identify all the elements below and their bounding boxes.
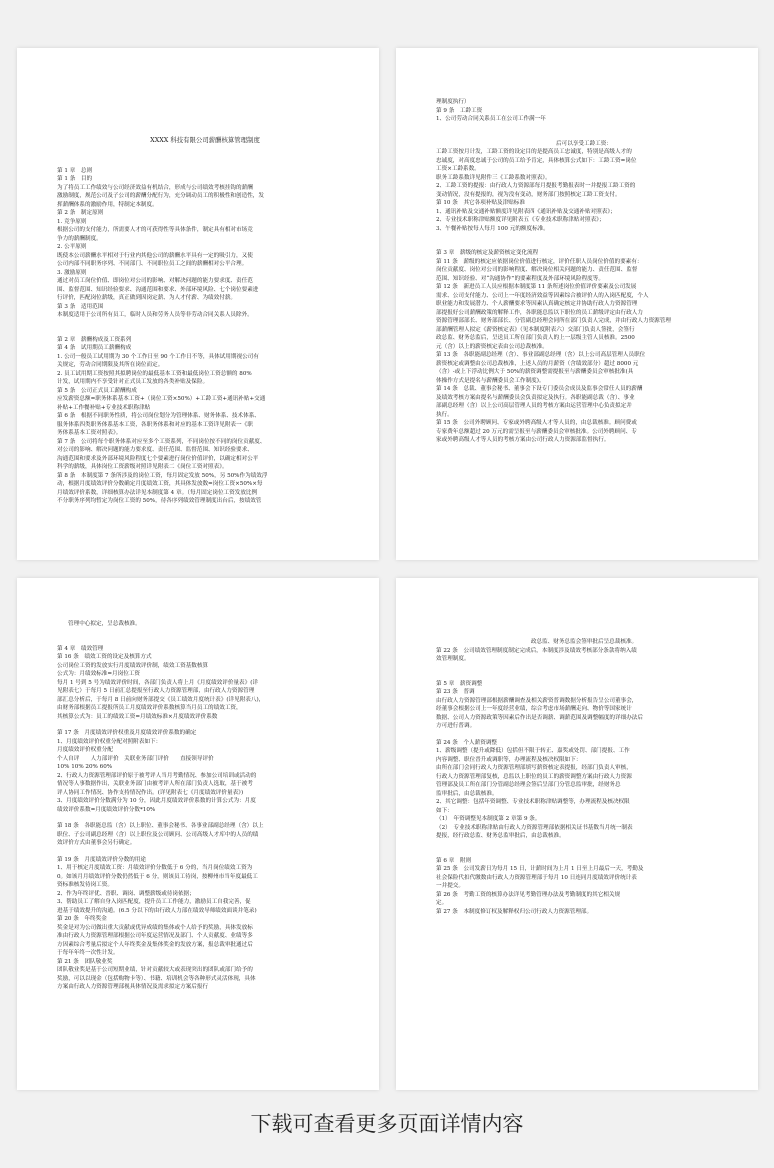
text-line: 个人自评 人力部评价 关联业务部门评价 直接领导评价	[57, 755, 214, 762]
text-line: 1、用于核定月度绩效工资：月绩效评价分数低于 6 分的，当月岗位绩效工资为	[57, 865, 253, 871]
text-line: 资标准核发待岗工资。	[57, 882, 113, 888]
text-line: 第 13 条 各职能副总经理（含）、事业部副总经理（含）以上公司高层管理人员职位	[436, 352, 646, 358]
text-line: 家或外聘高级人才等人员的考核方案由公司行政人力资源部监督执行。	[436, 437, 610, 443]
document-page-1	[17, 48, 379, 560]
text-line: 第 27 条 本制度修订权及解释权归公司行政人力资源管理部。	[436, 908, 593, 915]
text-line: 补贴+工作餐补贴+专业技术职称津贴	[57, 404, 151, 411]
text-line: 2、其它调整：包括年资调整、专业技术职称津贴调整等，办理流程及核决权限	[436, 799, 630, 805]
text-line: 职业能力和发展潜力、个人薪酬要求等因素认真确定核定并协助行政人力资源管理	[436, 301, 638, 307]
text-line: 关规定，劳动合同期限及其所在岗位而定。	[57, 362, 164, 368]
text-line: 由行政人力资源管理部根据薪酬调查及相关薪资普调数据分析报告呈公司董事会，	[436, 697, 638, 704]
text-line: 第 6 条 根据不同职务性质，将公司岗位划分为管理体系、财务体系、技术体系、	[57, 413, 260, 419]
text-line: 一并提交。	[436, 883, 464, 889]
text-line: 科学的薪级，具体岗位工资薪级对照详见附表二《岗位工资对照表》。	[57, 464, 228, 470]
text-line: 3、月度绩效评价分数满分为 10 分，因此月度绩效评价系数的计算公式为：月度	[57, 798, 256, 804]
text-line: 效管理制度。	[436, 656, 470, 662]
text-line: 1、月度绩效评价权重分配对照附表如下：	[57, 738, 162, 745]
text-line: 第 2 条 制定原则	[57, 210, 104, 216]
text-line: 服务体系四类职务体系基本工资，各职务体系和对应的基本工资详见附表一《职	[57, 421, 253, 428]
text-line: 评人协同工作情况、协作支持情况作出。(详见附表七《月度绩效评价量表》)	[57, 789, 244, 796]
text-line: 管理中心拟定，呈总裁核准。	[68, 621, 141, 627]
text-line: 奖金是对为公司做出重大贡献或优异成绩的集体或个人给予的奖励，具体发放标	[57, 924, 253, 931]
text-line: 挥薪酬体系的激励作用，特制定本制度。	[57, 201, 158, 208]
text-line: 其核算公式为：员工的绩效工资=月绩效标准×月度绩效评价系数	[57, 713, 218, 720]
text-line: 0。如该月月绩效评价分数仍然低于 6 分，则该员工待岗，按柳州市当年度最低工	[57, 873, 258, 880]
text-line: 对公司的影响、解决问题的能力要求度、责任范围、监督范围、知识经验要求、	[57, 447, 253, 453]
text-line: 专家费年总额超过 20 万元的需呈报至与薪酬委员会审核批准。公司外聘顾问、专	[436, 428, 637, 435]
text-line: 准由行政人力资源管理部根据公司年度运营情况及部门、个人贡献度、业绩等多	[57, 933, 253, 939]
text-line: 1. 公司一般员工试用期为 30 个工作日至 90 个工作日不等，具体试用期视公司有	[57, 353, 259, 360]
text-line: 范围、知识经验、对“沟通协作”的要素程度及外部环境风险程度等。	[436, 275, 604, 282]
text-line: 政总监、财务总监会签审批后呈总裁核准。	[530, 639, 638, 645]
text-line: 应发薪资总额=职务体系基本工资+（岗位工资×50%）+工龄工资+通讯补贴+交通	[57, 396, 266, 402]
text-line: 2、工龄工资的提报：由行政人力资源部每月提报考勤报表时一并提报工龄工资的	[436, 183, 636, 189]
text-line: 3、帮助员工了解自身入岗匹配度，提升员工工作能力，激励员工自我完善，促	[57, 899, 251, 905]
text-line: 第 4 章 绩效管理	[57, 645, 104, 652]
text-line: 2. 员工试用期工资按照其拟聘岗位的最低基本工资和最低岗位工资总额的 80%	[57, 370, 252, 377]
text-line: 忠诚度，对高度忠诚于公司的员工给予肯定，具体核算公式如下：工龄工资=岗位	[436, 157, 637, 164]
text-line: 第 22 条 公司绩效管理制度制定完成后，本制度涉及绩效考核部分条款将纳入绩	[436, 647, 637, 654]
document-page-4	[396, 578, 758, 1090]
text-line: 通过对员工岗位价值、即岗位对公司的影响、对解决问题的能力要求度、责任范	[57, 278, 253, 284]
text-line: 团队敬业奖是基于公司短期业绩，针对贡献较大或表现突出的团队或部门给予的	[57, 967, 253, 973]
text-line: 月绩效评价系数，详细核算办法详见本制度第 4 章。（每月固定岗位工资发放比例	[57, 489, 258, 496]
document-title: XXXX 科技有限公司薪酬核算管理制度	[150, 136, 260, 144]
text-line: 第 7 条 公司将每个职务体系对应至多个工资系列，不同岗位按不同的岗位贡献度、	[57, 438, 266, 445]
text-line: 方因素综合考量后拟定个人年终奖金及集体奖金的发放方案，报总裁审批通过后	[57, 941, 253, 948]
text-line: 部汇总分析后，于每月 8 日前向财务部提交《员工绩效月度统计表》(详见附表八)，	[57, 696, 265, 703]
text-line: （2） 专业技术职称津贴由行政人力资源管理部依据相关证书基数当月统一制表	[436, 824, 633, 831]
text-line: 第 17 条 月度绩效评价权重及月度绩效评价系数的确定	[57, 730, 197, 736]
text-line: 工龄工资按月计发，工龄工资的设定目的是提高员工忠诚度，特别是高级人才的	[436, 149, 632, 155]
text-line: 第 21 条 团队敬业奖	[57, 958, 113, 965]
text-line: 绩效评价系数=月度绩效评价分数*10%	[57, 806, 156, 813]
text-line: 1、薪级调整（提升或降低）包括但不限于转正、嘉奖或处罚、部门提报、工作	[436, 748, 630, 754]
text-line: 第 4 条 试用期员工薪酬构成	[57, 345, 132, 351]
text-line: 第 20 条 年终奖金	[57, 916, 107, 922]
text-line: 2、行政人力资源管理部评价原于被考评人当月考勤情况、参加公司培训或活动的	[57, 772, 257, 779]
text-line: 务体系基本工资对照表》。	[57, 430, 122, 436]
text-line: 本制度适用于公司所有员工，临时人员和劳务人员等非劳动合同关系人员除外。	[57, 312, 253, 318]
text-line: 1. 竞争原则	[57, 218, 87, 225]
text-line: 第 23 条 普调	[436, 689, 475, 695]
text-line: 1、公司劳动合同关系员工在公司工作满一年	[436, 116, 546, 122]
text-line: 3、午餐补贴按每人每月 100 元的额度标准。	[436, 225, 549, 232]
text-line: 第 24 条 个人薪资调整	[436, 739, 498, 746]
text-line: 及绩效考核方案由提名与薪酬委员会负责拟定及执行。各职能副总裁（含）、事业	[436, 394, 635, 401]
text-line: 需求、公司支付能力、公司上一年度经济效益等因素综合被评价人的入岗匹配度，个人	[436, 292, 649, 299]
text-line: 部副总经理（含）以上公司高层管理人员的考核方案由运营管理中心负责拟定并	[436, 403, 632, 409]
text-line: 部提报好公司薪酬政策的解释工作，各职能总监以下职位的员工薪级评定由行政人力	[436, 309, 643, 316]
text-line: 激励制度，规范公司及子公司的薪酬分配行为，充分调动员工的积极性和创造性，发	[57, 193, 264, 199]
text-line: 2. 公平原则	[57, 244, 87, 250]
text-line: 第 9 条 工龄工资	[436, 107, 483, 114]
text-line: 第 18 条 各职能总监（含）以上职位、董事会秘书、各事业部副总经理（含）以上	[57, 823, 264, 829]
text-line: 数据、公司人力资源政策等因素后作出是否调薪、调薪范围及调整幅度的详细办法后	[436, 714, 643, 721]
text-line: 10% 10% 20% 60%	[57, 764, 113, 770]
text-line: 第 1 章 总则	[57, 167, 93, 174]
text-line: 薪资核定或调整由公司总裁核准，上述人员的月薪资（含绩效部分）超过 8000 元	[436, 360, 639, 367]
text-line: 根据公司的支付能力，所需要人才的可获得性等具体条件，制定具有相对市场竞	[57, 227, 253, 233]
document-page-2	[396, 48, 758, 560]
text-line: 第 2 章 薪酬构成及工资系列	[57, 336, 132, 343]
text-line: 社会保险代扣代缴数由行政人力资源管理部于每月 10 日连同月度绩效评价统计表	[436, 874, 637, 881]
text-line: 见附表七）于每月 5 日前汇总提报至行政人力资源管理部，由行政人力资源管理	[57, 688, 255, 694]
text-line: 动，根据月度绩效评价分数确定月度绩效工资，其具体发放数=岗位工资×50%×每	[57, 481, 263, 487]
text-line: 第 26 条 考勤工资的核算办法详见考勤管理办法及考勤制度的其它相关规	[436, 891, 621, 898]
text-line: 围、监督范围、知识经验要求、沟通范围和要求、外部环境风险、七个岗位要素进	[57, 286, 259, 293]
text-line: 元（含）以上的薪资核定表由公司总裁核准。	[436, 343, 548, 350]
text-line: 后可以享受工龄工资：	[556, 140, 612, 147]
text-line: 执行。	[436, 411, 453, 418]
text-line: 争力的薪酬制度。	[57, 235, 102, 242]
text-line: 第 19 条 月度绩效评价分数的用途	[57, 856, 146, 863]
document-page-3	[17, 578, 379, 1090]
text-line: 资源管理部部长、财务部部长、分管副总经理会同所在部门负责人完成，并由行政人力资源管理	[436, 318, 671, 324]
text-line: 由所在部门会同行政人力资源管理部填写薪资核定表提报，经部门负责人审核，	[436, 765, 632, 771]
text-line: 岗位贡献度、岗位对公司的影响程度、解决岗位相关问题的能力、责任范围、监督	[436, 267, 638, 273]
text-line: 1、通讯补贴及交通补贴额度详见附表四《通讯补贴及交通补贴对照表》；	[436, 208, 616, 215]
text-line: 管理部及员工所在部门分管副总经理会签后呈部门分管总监审批，经财务总	[436, 782, 621, 788]
text-line: 第 3 条 适用范围	[57, 303, 104, 310]
text-line: 于每年年终一次性计发。	[57, 950, 119, 956]
text-line: 定。	[436, 900, 448, 906]
text-line: 沟通范围和要求及外部环境风险程度七个要素进行岗位价值评价，以确定相对公平	[57, 455, 259, 462]
text-line: 3. 激励原则	[57, 269, 87, 276]
text-line: 月度绩效评价权重分配	[57, 747, 113, 753]
text-line: 经董事会根据公司上一年度经营业绩，综合考虑市场薪酬走向、物价等国家统计	[436, 706, 632, 712]
text-line: 第 3 章 薪级的核定及薪资核定变化流程	[436, 250, 539, 256]
text-line: 方可进行普调。	[436, 723, 476, 729]
text-line: 政总监、财务总监后，呈送员工所在部门负责人的上一层级主管人员核准。2500	[436, 335, 635, 341]
text-line: 进基于绩效提升的沟通。(6.5 分以下的由行政人力部在绩效导师绩效面谈并笔录)	[57, 907, 257, 914]
text-line: 行评价，匹配岗位薪级，真正做到因岗定薪、为人才付薪、为绩效付薪。	[57, 295, 237, 301]
text-line: 不分职务序列均暂定为岗位工资的 50%，待各序列绩效管理制度出台后，按绩效管	[57, 498, 262, 504]
text-line: 既使本公司薪酬水平相对于行业内其他公司的薪酬水平具有一定的吸引力，又使	[57, 252, 253, 259]
text-line: 第 14 条 总裁、董事会秘书、董事会下设专门委员会成员及监事会常任人员的薪酬	[436, 386, 643, 392]
text-line: 方案由行政人力资源管理部视具体情况及需求拟定方案后报行	[57, 984, 209, 990]
text-line: 为了将员工工作绩效与公司经济效益有机结合，形成与公司绩效考核挂钩的薪酬	[57, 184, 253, 191]
text-line: 职位、子公司副总经理（含）以上职位及公司顾问、公司高级人才库中的人员的绩	[57, 831, 259, 838]
text-line: 第 25 条 公司发薪日为每月 15 日，计薪时间为上月 1 日至上月最后一天，考勤及	[436, 866, 644, 872]
text-line: 第 5 条 公司正式员工薪酬构成	[57, 387, 137, 394]
text-line: （1） 年资调整见本制度第 2 章第 9 条。	[436, 816, 541, 822]
text-line: 如下：	[436, 807, 453, 814]
text-line: 由财务部根据员工提报所员工月度绩效评价系数核算当月员工的绩效工资，	[57, 705, 242, 711]
text-line: 效评价方式由董事会另行确定。	[57, 840, 136, 846]
text-line: 奖励，可以以现金（包括购物卡等）、书籍、培训机会等各种形式灵活体现，具体	[57, 975, 256, 982]
text-line: 公司内部不同职务序列、不同部门、不同职位员工之间的薪酬相对公平合理。	[57, 261, 248, 267]
text-line: 2、作为年终评优、晋职、调岗、调整薪级或待岗依据；	[57, 890, 195, 897]
text-line: 2、专业技术职称津贴额度详见附表五《专业技术职称津贴对照表》；	[436, 217, 605, 223]
text-line: 第 11 条 薪级的核定应依据岗位价值进行核定，评价任职人员岗位价值的要素有：	[436, 258, 643, 265]
text-line: 理制度执行）	[436, 99, 470, 105]
text-line: 计发，试用期内不享受针对正式员工发放的各类补贴及保险。	[57, 379, 209, 385]
footer-more-pages-text: 下载可查看更多页面详情内容	[250, 1112, 524, 1136]
text-line: 职务工龄系数详见附件三《工龄系数对照表》。	[436, 174, 551, 181]
text-line: 公式为：月绩效标准=月岗位工资	[57, 671, 140, 677]
text-line: 第 16 条 绩效工资的设定及核算方式	[57, 654, 152, 660]
text-line: 变动情况，没有提报的，视为没有变动，财务部门按照核定工龄工资支付。	[436, 191, 621, 198]
text-line: 第 5 章 薪资调整	[436, 680, 483, 687]
text-line: 情况等人事数据作出，关联业务部门由被考评人所在部门负责人选取，基于被考	[57, 781, 253, 787]
text-line: 每月 1 号到 5 号为绩效评价时间，各部门负责人将上月《月度绩效评价量表》(详	[57, 679, 259, 686]
text-line: 第 1 条 目的	[57, 176, 93, 182]
text-line: 第 15 条 公司外聘顾问、专家或外聘高级人才等人员的，由总裁核准。顾问费或	[436, 420, 637, 426]
text-line: （含）-或上下浮动比例大于 50%的薪资调整需提报至与薪酬委员会审核批准(具	[436, 369, 634, 375]
text-line: 内容调整、职位晋升或调职等，办理流程及核决权限如下：	[436, 756, 582, 763]
text-line: 工资×工龄系数。	[436, 166, 480, 172]
text-line: 体操作方式是提名与薪酬委员会工作制度)。	[436, 377, 545, 384]
text-line: 监审批后，由总裁核准。	[436, 790, 498, 797]
text-line: 提报，经行政总监、财务总监审批后，由总裁核准。	[436, 833, 565, 839]
text-line: 公司岗位工资的发放实行月度绩效评价制，绩效工资基数核算	[57, 662, 209, 669]
text-line: 第 12 条 新进员工人员应根据本制度第 11 条所述岗位价值评价要素及公司发展	[436, 284, 637, 290]
text-line: 第 6 章 附则	[436, 857, 472, 864]
text-line: 行政人力资源管理部复核，总监以上职位的员工的薪资调整方案由行政人力资源	[436, 773, 632, 780]
text-line: 第 10 条 其它各项补贴及津贴标准	[436, 200, 525, 206]
text-line: 部薪酬管理人拟定《薪资核定表》（见本制度附表六）交部门负责人签批，会签行	[436, 326, 635, 333]
text-line: 第 8 条 本制度第 7 条所涉及的岗位工资，每月固定发放 50%，另 50%作为绩效浮	[57, 472, 268, 479]
